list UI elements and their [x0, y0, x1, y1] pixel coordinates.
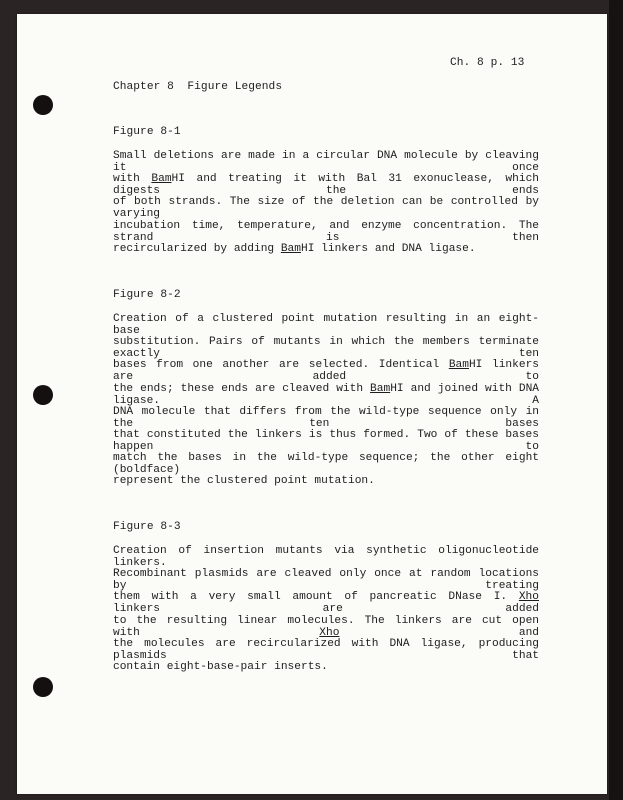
legend-line	[113, 638, 539, 662]
legend-text: contain eight-base-pair inserts.	[113, 661, 328, 673]
legend-line	[113, 243, 476, 255]
legend-text: of both strands. The size of the deletion can be controlled by varying	[113, 196, 539, 221]
legend-text: recircularized by adding	[113, 242, 281, 255]
legend-text: substitution. Pairs of mutants in which the members terminate exactly ten	[113, 336, 539, 361]
enzyme-name: Bam	[370, 382, 391, 395]
legend-text: Creation of a clustered point mutation resulting in an eight-base	[113, 313, 539, 337]
legend-line	[113, 452, 539, 476]
binder-edge	[609, 0, 623, 800]
enzyme-name: Bam	[151, 173, 172, 186]
legend-line	[113, 336, 539, 360]
enzyme-name: Bam	[448, 359, 469, 372]
legend-line	[113, 359, 539, 383]
legend-text: represent the clustered point mutation.	[113, 475, 375, 488]
legend-line	[113, 615, 539, 639]
legend-line	[113, 173, 539, 197]
legend-text: and	[339, 626, 539, 639]
figure-title: Figure 8-1	[113, 126, 181, 138]
legend-text: to the resulting linear molecules. The linkers are cut open with	[113, 614, 539, 639]
chapter-heading: Chapter 8 Figure Legends	[113, 81, 283, 93]
figure-title: Figure 8-2	[113, 289, 181, 301]
legend-text: Small deletions are made in a circular DNA molecule by cleaving it once	[113, 150, 539, 174]
legend-line	[113, 545, 539, 569]
legend-text: HI and joined with DNA ligase. A	[113, 382, 539, 407]
legend-text: them with a very small amount of pancreatic DNase I.	[113, 591, 519, 604]
legend-text: HI linkers are added to	[113, 359, 539, 384]
figure-title: Figure 8-3	[113, 521, 181, 533]
legend-text: match the bases in the wild-type sequence; the other eight (boldface)	[113, 452, 539, 477]
punch-hole-middle	[33, 385, 53, 405]
legend-text: bases from one another are selected. Identical	[113, 359, 449, 372]
legend-text: with	[113, 173, 152, 186]
legend-text: Creation of insertion mutants via synthetic oligonucleotide linkers.	[113, 545, 539, 569]
legend-text: HI and treating it with Bal 31 exonuclease, which digests the ends	[113, 173, 539, 198]
legend-line	[113, 406, 539, 430]
legend-line	[113, 568, 539, 592]
legend-text: DNA molecule that differs from the wild-type sequence only in the ten bases	[113, 405, 539, 430]
legend-text: Recombinant plasmids are cleaved only once at random locations by treating	[113, 568, 539, 593]
legend-text: the ends; these ends are cleaved with	[113, 382, 371, 395]
legend-line	[113, 220, 539, 244]
legend-line	[113, 196, 539, 220]
legend-text: the molecules are recircularized with DNA ligase, producing plasmids that	[113, 637, 539, 662]
legend-line	[113, 475, 375, 487]
legend-line	[113, 661, 328, 673]
legend-text: HI linkers and DNA ligase.	[301, 242, 476, 255]
legend-text: that constituted the linkers is thus formed. Two of these bases happen to	[113, 429, 539, 453]
legend-line	[113, 429, 539, 453]
legend-text: incubation time, temperature, and enzyme concentration. The strand is then	[113, 219, 539, 244]
punch-hole-bottom	[33, 677, 53, 697]
legend-line	[113, 383, 539, 407]
page-number: Ch. 8 p. 13	[450, 57, 525, 69]
enzyme-name: Xho	[319, 626, 340, 639]
legend-line	[113, 313, 539, 337]
punch-hole-top	[33, 95, 53, 115]
legend-text: linkers are added	[113, 603, 539, 616]
legend-line	[113, 150, 539, 174]
enzyme-name: Bam	[280, 242, 301, 255]
enzyme-name: Xho	[518, 591, 539, 604]
legend-line	[113, 591, 539, 615]
